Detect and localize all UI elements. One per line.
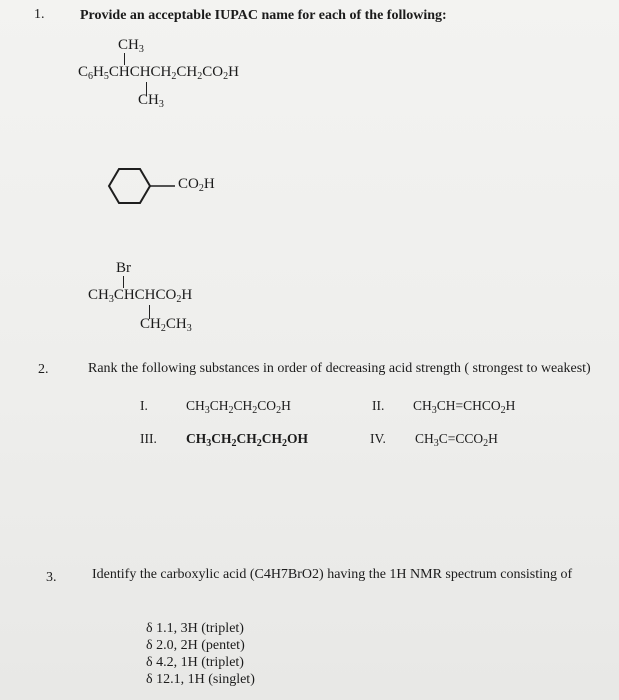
structure-1-bottom-methyl: $CH_3$ <box>138 92 164 110</box>
acid-item-4-formula: $CH_3C=CCO_2H$ <box>415 431 498 449</box>
nmr-signal: δ 12.1, 1H (singlet) <box>146 672 255 687</box>
structure-1-main-chain: $C_6H_5CHCHCH_2CH_2CO_2H$ <box>78 64 239 82</box>
structure-3-bromo: Br <box>116 260 131 276</box>
structure-2-carboxyl: $CO_2H$ <box>178 176 215 194</box>
acid-item-3-formula: $CH_3CH_2CH_2CH_2OH$ <box>186 431 309 449</box>
nmr-signal: δ 1.1, 3H (triplet) <box>146 621 244 636</box>
question-2-prompt: Rank the following substances in order of decreasing acid strength ( strongest to weakest) <box>88 361 591 376</box>
question-1-prompt: Provide an acceptable IUPAC name for each of the following: <box>80 8 447 23</box>
structure-1-top-methyl: $CH_3$ <box>118 37 144 55</box>
structure-3-main-chain: $CH_3CHCHCO_2H$ <box>88 287 193 305</box>
cyclohexane-ring <box>95 162 185 212</box>
structure-3-ethyl: $CH_2CH_3$ <box>140 316 192 334</box>
acid-item-2-formula: $CH_3CH=CHCO_2H$ <box>413 398 516 416</box>
nmr-signal: δ 4.2, 1H (triplet) <box>146 655 244 670</box>
acid-item-4-label: IV. <box>370 431 386 446</box>
question-2-number: 2. <box>38 362 49 377</box>
question-3-number: 3. <box>46 570 57 585</box>
acid-item-3-label: III. <box>140 431 157 446</box>
acid-item-1-label: I. <box>140 398 148 413</box>
acid-item-1-formula: $CH_3CH_2CH_2CO_2H$ <box>186 398 291 416</box>
acid-item-2-label: II. <box>372 398 385 413</box>
question-1-number: 1. <box>34 7 45 22</box>
question-3-prompt: Identify the carboxylic acid (C4H7BrO2) having the 1H NMR spectrum consisting of <box>92 567 573 582</box>
nmr-signal: δ 2.0, 2H (pentet) <box>146 638 245 653</box>
